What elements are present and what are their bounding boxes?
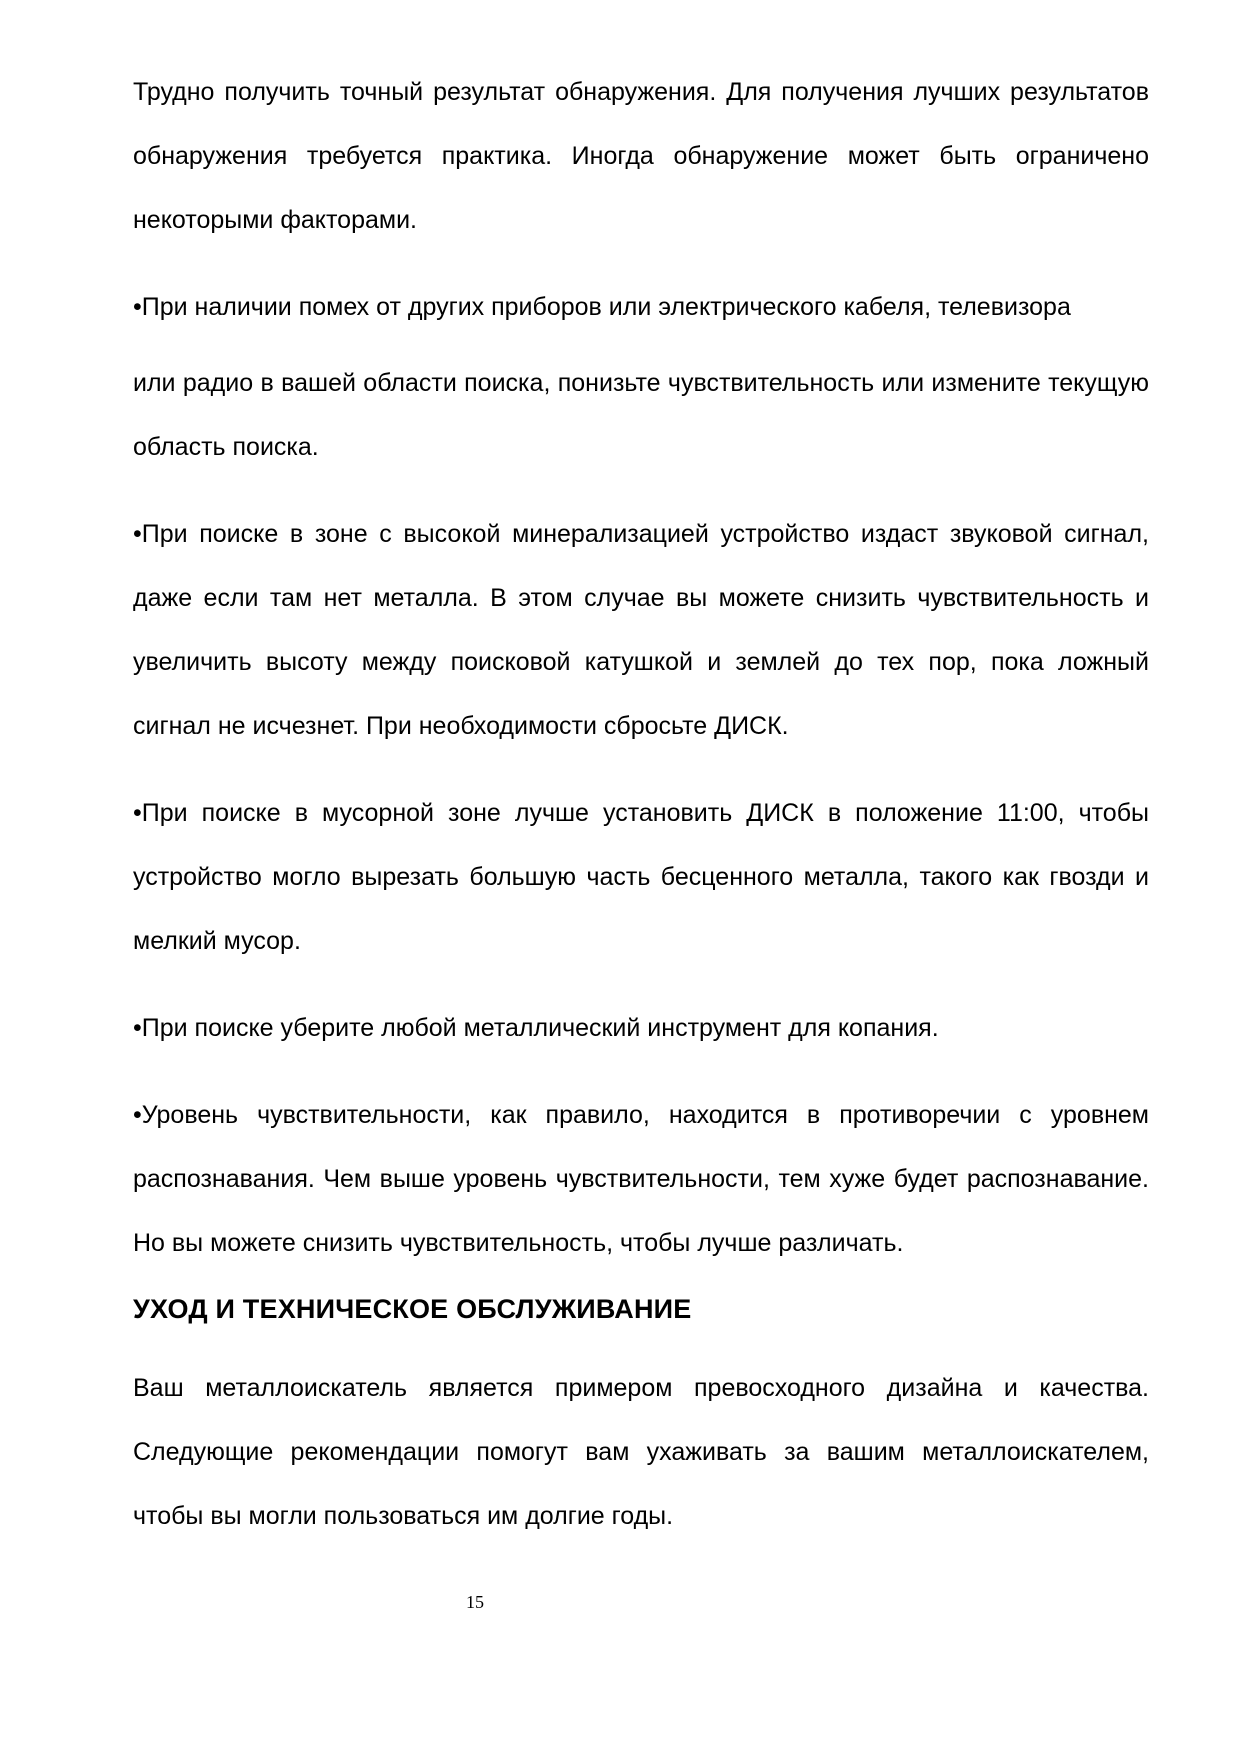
bullet-mineralization: •При поиске в зоне с высокой минерализацией устройство издаст звуковой сигнал, даже если там нет металла. В этом случае вы можете снизить чувствительность и увеличить высоту между поисковой катушкой и землей до тех пор, пока ложный сигнал не исчезнет. При необходимости сбросьте ДИСК. xyxy=(133,520,1149,740)
section-heading: УХОД И ТЕХНИЧЕСКОЕ ОБСЛУЖИВАНИЕ xyxy=(133,1294,692,1324)
bullet-interference-line2: или радио в вашей области поиска, понизьте чувствительность или измените текущую область поиска. xyxy=(133,369,1149,461)
intro-paragraph: Трудно получить точный результат обнаружения. Для получения лучших результатов обнаружения требуется практика. Иногда обнаружение может быть ограничено некоторыми факторами. xyxy=(133,78,1149,234)
bullet-interference-line1: •При наличии помех от других приборов или электрического кабеля, телевизора xyxy=(133,293,1071,321)
bullet-sensitivity: •Уровень чувствительности, как правило, находится в противоречии с уровнем распознавания. Чем выше уровень чувствительности, тем хуже будет распознавание. Но вы можете снизить чувствительность, чтобы лучше различать. xyxy=(133,1101,1149,1257)
section-body: Ваш металлоискатель является примером превосходного дизайна и качества. Следующие рекомендации помогут вам ухаживать за вашим металлоискателем, чтобы вы могли пользоваться им долгие годы. xyxy=(133,1374,1149,1530)
bullet-digging-tool: •При поиске уберите любой металлический инструмент для копания. xyxy=(133,1014,939,1042)
document-page xyxy=(133,60,1149,1571)
bullet-trash-zone: •При поиске в мусорной зоне лучше установить ДИСК в положение 11:00, чтобы устройство могло вырезать большую часть бесценного металла, такого как гвозди и мелкий мусор. xyxy=(133,799,1149,955)
page-number: 15 xyxy=(466,1592,484,1612)
